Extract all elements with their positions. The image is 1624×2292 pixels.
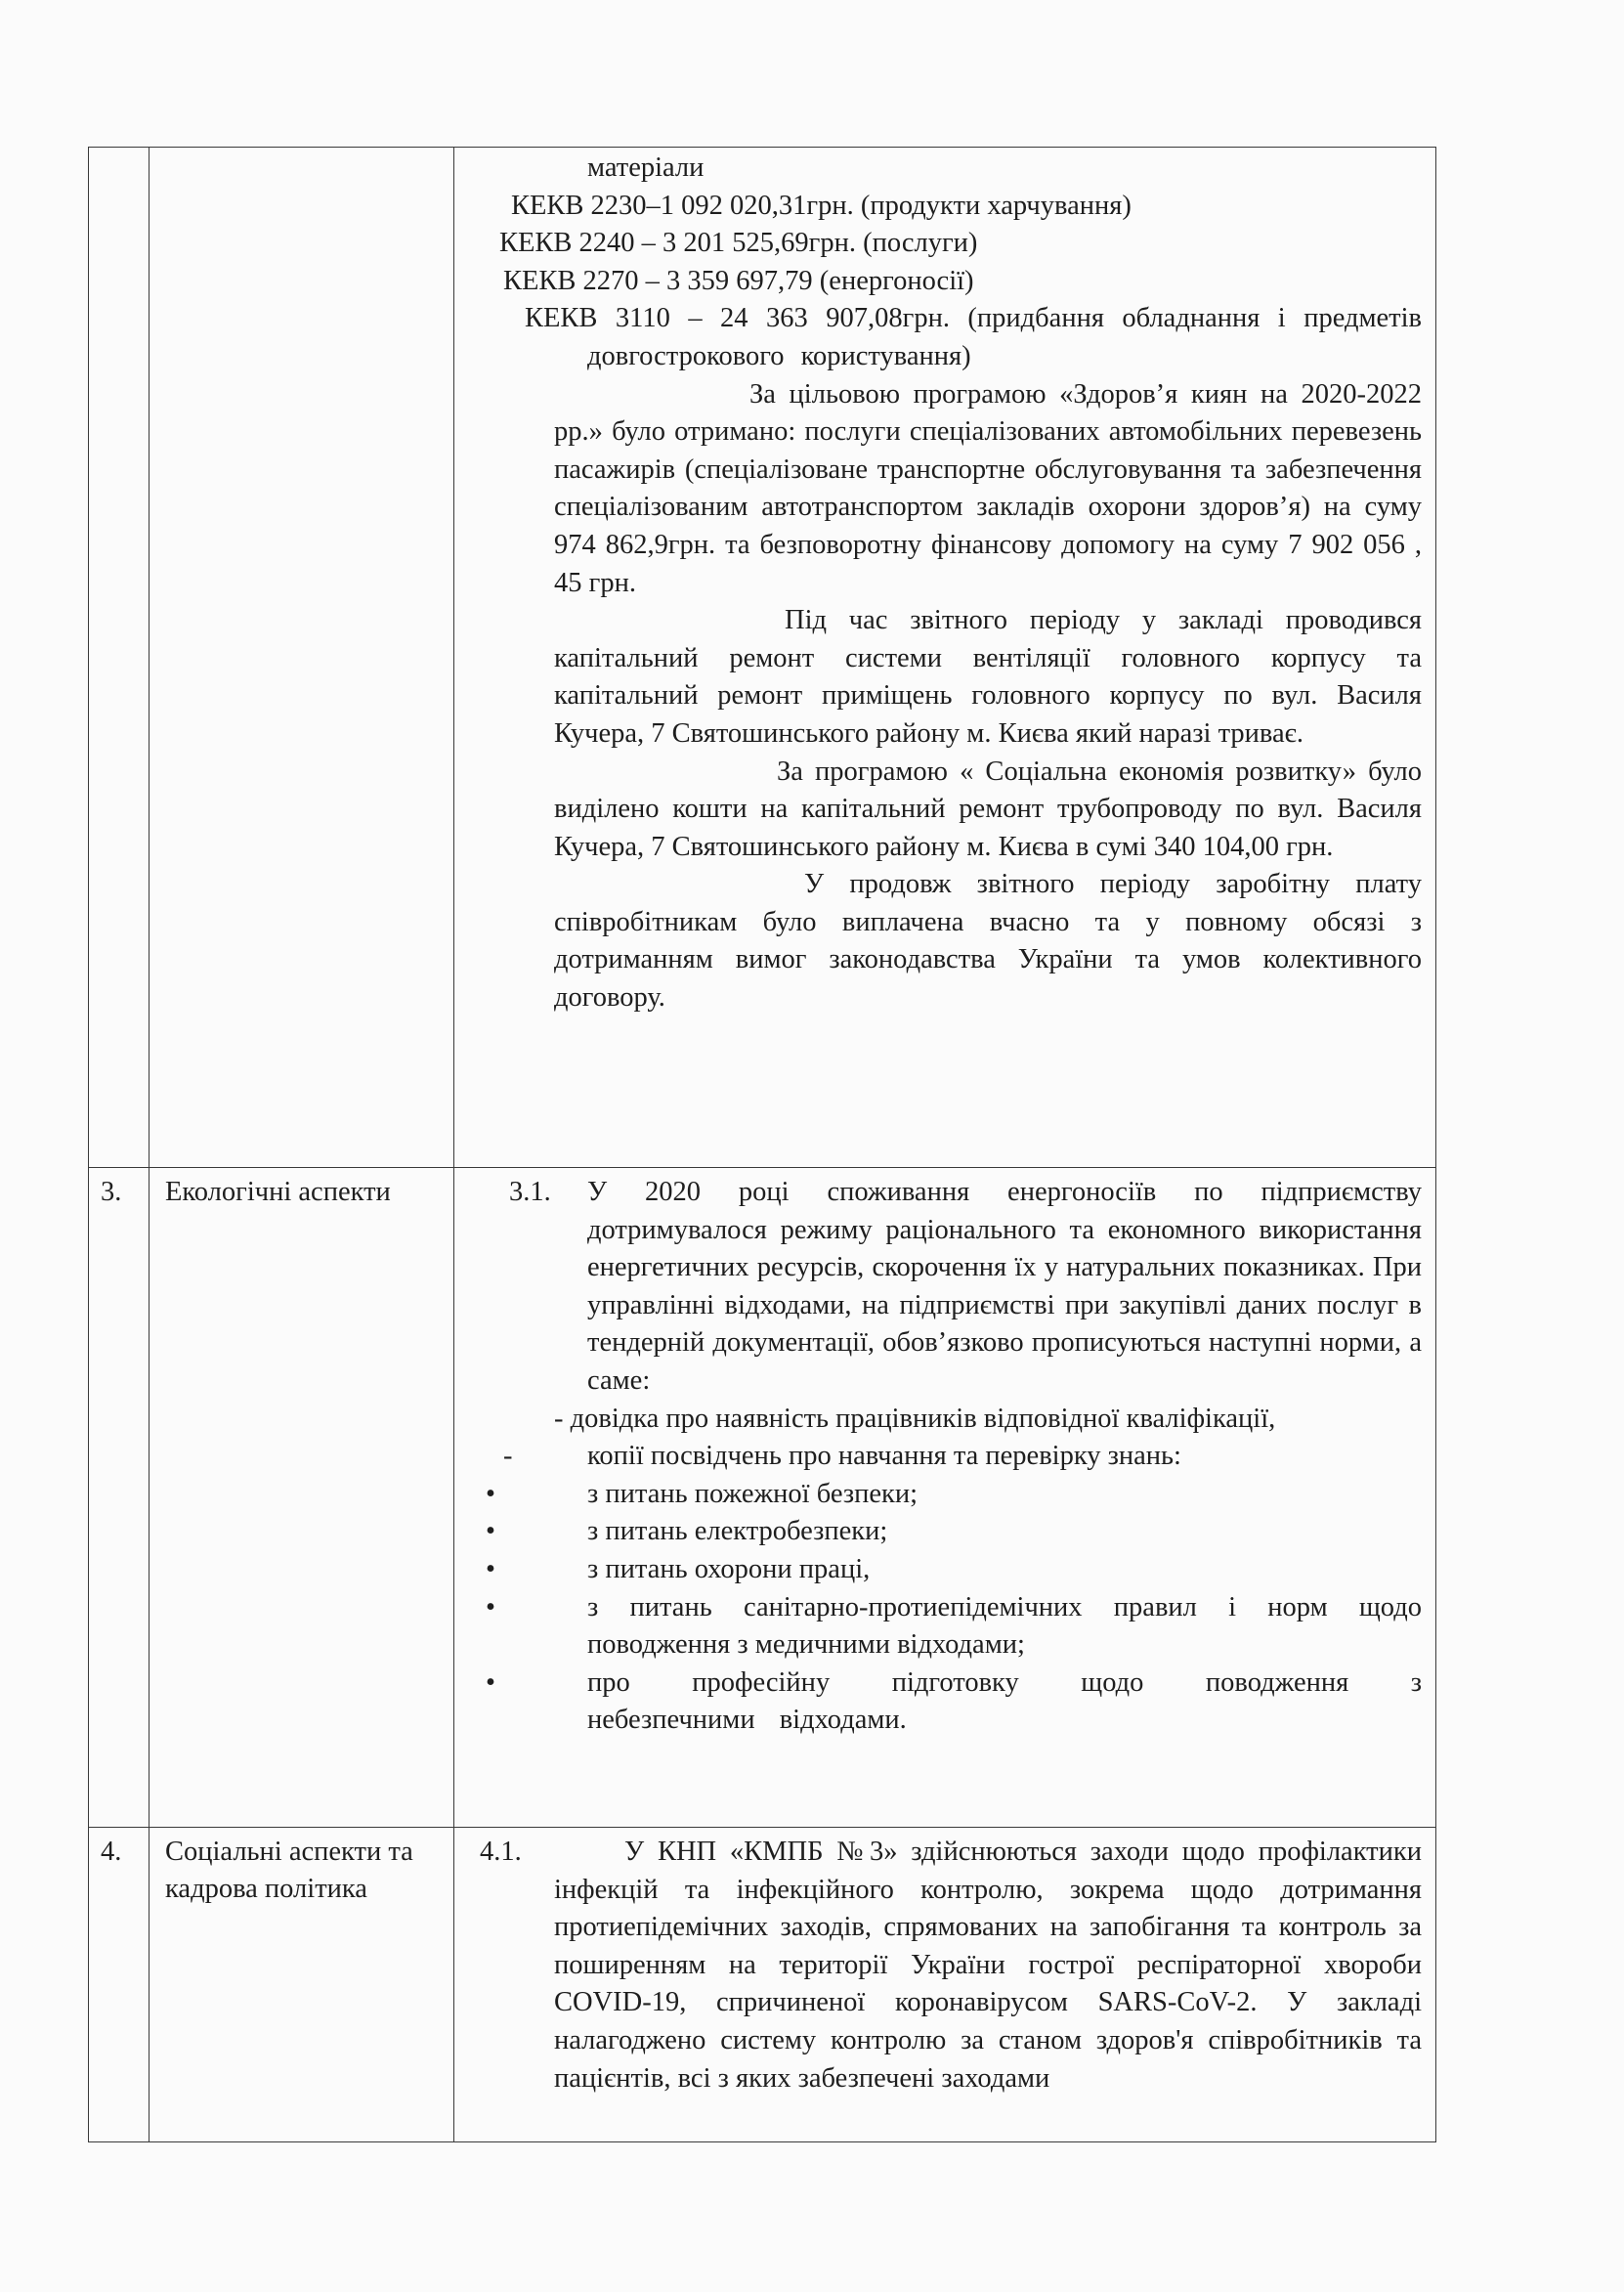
- text-paragraph: Під час звітного періоду у закладі проводився капітальний ремонт системи вентіляції головного корпусу та капітальний ремонт приміщень головного корпусу по вул. Василя Кучера, 7 Святошинського району м. Києва який наразі триває.: [554, 605, 1422, 749]
- bullet-item: • з питань електробезпеки;: [468, 1513, 1422, 1551]
- subsection: [468, 1174, 1422, 1401]
- report-table: [88, 147, 1436, 2142]
- row-number-cell: [89, 148, 150, 1168]
- text-paragraph: У КНП «КМПБ №3» здійснюються заходи щодо профілактики інфекцій та інфекційного контролю, зокрема щодо дотримання протиепідемічних заходів, спрямованих на запобігання та контроль за поширенням на території України гострої респіраторної хвороби COVID-19, спричиненої коронавірусом SARS-CoV-2. У закладі налагоджено систему контролю за станом здоров'я співробітників та пацієнтів, всі з яких забезпечені заходами: [554, 1837, 1422, 2094]
- text-paragraph: [587, 1174, 1422, 1401]
- table-row-continuation: [89, 148, 1436, 1168]
- bullet-item: • з питань пожежної безпеки;: [468, 1476, 1422, 1514]
- text-paragraph: За програмою « Соціальна економія розвитку» було виділено кошти на капітальний ремонт трубопроводу по вул. Василя Кучера, 7 Святошинського району м. Києва в сумі 340 104,00 грн.: [554, 756, 1422, 862]
- sub-number: 4.1.: [480, 1837, 522, 1867]
- content-cell: [454, 148, 1436, 1168]
- text-line: матеріали: [587, 152, 705, 183]
- sub-number: 3.1.: [509, 1177, 551, 1207]
- text-paragraph: КЕКВ 3110 – 24 363 907,08грн. (придбання обладнання і предметів довгострокового користування): [525, 303, 1422, 371]
- text-line: КЕКВ 2240 – 3 201 525,69грн. (послуги): [499, 228, 978, 259]
- dash-item: - копії посвідчень про навчання та перевірку знань:: [468, 1438, 1422, 1476]
- subsection: [468, 1834, 1422, 2097]
- text-paragraph: За цільовою програмою «Здоров’я киян на 2020-2022 рр.» було отримано: послуги спеціалізованих автомобільних перевезень пасажирів (спеціалізоване транспортне обслуговування та забезпечення спеціалізованим автотранспортом закладів охорони здоров’я) на суму 974 862,9грн. та безповоротну фінансову допомогу на суму 7 902 056 , 45 грн.: [554, 378, 1422, 598]
- bullet-icon: •: [486, 1516, 495, 1547]
- bullet-item: • про професійну підготовку щодо поводження з небезпечними відходами.: [468, 1665, 1422, 1740]
- content-cell: [454, 1168, 1436, 1828]
- aspect-cell: [150, 148, 454, 1168]
- text-paragraph: У продовж звітного періоду заробітну плату співробітникам було виплачена вчасно та у повному обсязі з дотриманням вимог законодавства України та умов колективного договору.: [554, 869, 1422, 1014]
- content-cell: [454, 1828, 1436, 2142]
- intro-text: У 2020 році споживання енергоносіїв по підприємству дотримувалося режиму раціонального та економного використання енергетичних ресурсів, скорочення їх у натуральних показниках. При управлінні відходами, на підприємстві при закупівлі даних послуг в тендерній документації, обов’язково прописуються наступні норми, а саме:: [587, 1177, 1422, 1396]
- aspect-cell: Соціальні аспекти та кадрова політика: [150, 1828, 454, 2142]
- aspect-cell: Екологічні аспекти: [150, 1168, 454, 1828]
- bullet-icon: •: [486, 1478, 495, 1509]
- row-number-cell: 3.: [89, 1168, 150, 1828]
- bullet-icon: •: [486, 1666, 495, 1698]
- row-number-cell: 4.: [89, 1828, 150, 2142]
- table-row-social: [89, 1828, 1436, 2142]
- dash-symbol: -: [503, 1441, 513, 1472]
- dash-item: - довідка про наявність працівників відповідної кваліфікації,: [554, 1403, 1276, 1434]
- bullet-item: • з питань охорони праці,: [468, 1551, 1422, 1589]
- bullet-item: • з питань санітарно-протиепідемічних правил і норм щодо поводження з медичними відходами;: [468, 1589, 1422, 1665]
- bullet-icon: •: [486, 1553, 495, 1584]
- bullet-icon: •: [486, 1591, 495, 1622]
- table-row-ecological: [89, 1168, 1436, 1828]
- text-line: КЕКВ 2270 – 3 359 697,79 (енергоносії): [503, 265, 974, 296]
- text-line: КЕКВ 2230–1 092 020,31грн. (продукти харчування): [511, 190, 1132, 221]
